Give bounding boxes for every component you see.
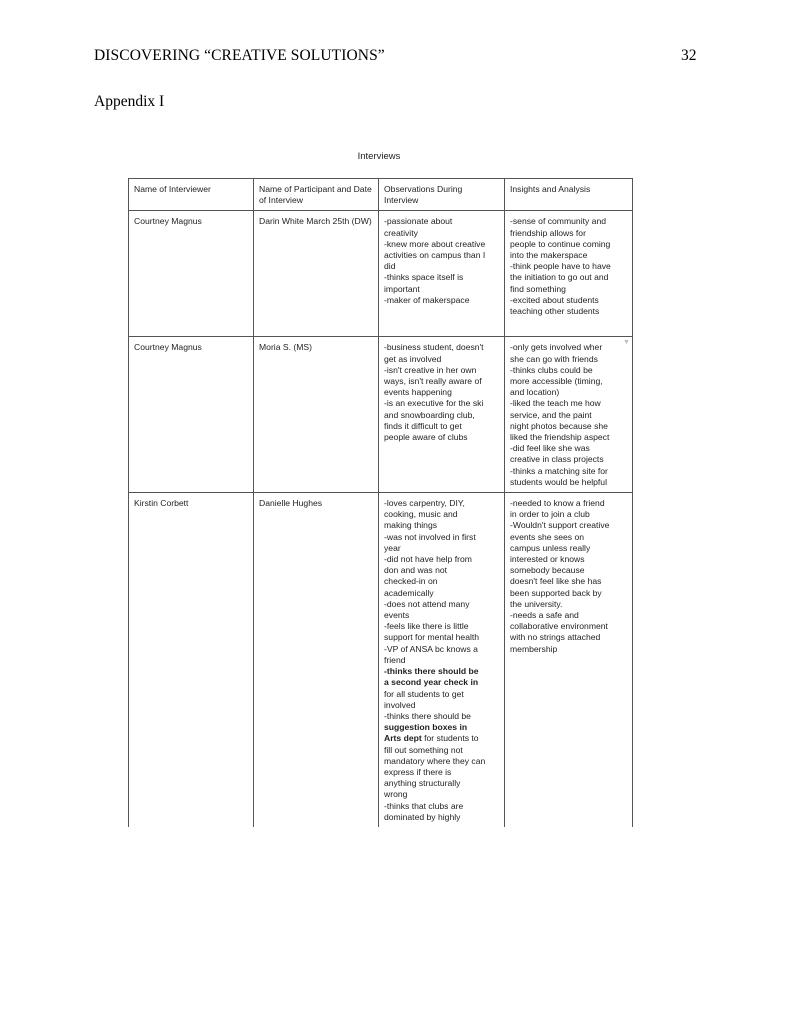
participant-cell: Darin White March 25th (DW) (254, 211, 379, 337)
observation-line-emphasis: suggestion boxes in (384, 722, 468, 733)
observation-line: -is an executive for the ski (384, 398, 484, 409)
insight-line: -thinks clubs could be (510, 364, 593, 375)
insight-line: people to continue coming (510, 238, 611, 249)
table-row (129, 211, 633, 337)
column-header-participant: Name of Participant and Date of Interview (254, 179, 379, 211)
observation-line: events (384, 610, 410, 621)
observation-line: events happening (384, 387, 452, 398)
insight-line: -only gets involved wher (510, 342, 603, 353)
insight-line: -thinks a matching site for (510, 465, 608, 476)
observation-line: -business student, doesn't (384, 342, 484, 353)
observation-line: checked-in on (384, 576, 438, 587)
insights-cell (505, 337, 633, 493)
observation-line: -does not attend many (384, 598, 470, 609)
insight-line: creative in class projects (510, 454, 604, 465)
insight-line: -Wouldn't support creative (510, 520, 610, 531)
observation-line: support for mental health (384, 632, 480, 643)
table-row (129, 493, 633, 827)
insight-line: find something (510, 283, 566, 294)
insight-line: -excited about students (510, 294, 599, 305)
insight-line: she can go with friends (510, 353, 598, 364)
insight-line: campus unless really (510, 542, 591, 553)
insight-line: the initiation to go out and (510, 272, 609, 283)
observations-cell (379, 337, 505, 493)
observation-line: fill out something not (384, 744, 463, 755)
observation-line: express if there is (384, 766, 452, 777)
observation-line-emphasis: -thinks there should be (384, 666, 479, 677)
observation-line: -knew more about creative (384, 238, 486, 249)
insight-line: with no strings attached (510, 632, 601, 643)
page-number: 32 (681, 47, 697, 64)
table-row (129, 337, 633, 493)
insights-cell (505, 211, 633, 337)
observation-line: creativity (384, 227, 418, 238)
observations-cell (379, 211, 505, 337)
insight-line: -needed to know a friend (510, 498, 605, 509)
interviewer-cell: Kirstin Corbett (129, 493, 254, 827)
participant-cell: Moria S. (MS) (254, 337, 379, 493)
observation-line: finds it difficult to get (384, 420, 462, 431)
insight-line: service, and the paint (510, 409, 592, 420)
insight-line: night photos because she (510, 420, 608, 431)
observation-line: -thinks there should be (384, 710, 471, 721)
observations-cell (379, 493, 505, 827)
observation-line: involved (384, 699, 416, 710)
observation-line: -maker of makerspace (384, 294, 470, 305)
interviewer-cell: Courtney Magnus (129, 211, 254, 337)
insight-line: friendship allows for (510, 227, 586, 238)
observation-line: -VP of ANSA bc knows a (384, 643, 478, 654)
insight-line: teaching other students (510, 306, 600, 317)
observation-line: -did not have help from (384, 554, 472, 565)
scroll-indicator-icon: ▼ (623, 339, 630, 347)
observation-line: mandatory where they can (384, 755, 486, 766)
insight-line: the university. (510, 598, 563, 609)
running-head: DISCOVERING “CREATIVE SOLUTIONS” (94, 47, 385, 64)
insight-line: been supported back by (510, 587, 602, 598)
observation-line (384, 733, 499, 744)
insight-line: -sense of community and (510, 216, 607, 227)
observation-line: academically (384, 587, 434, 598)
insight-line: -did feel like she was (510, 443, 590, 454)
observation-emphasis-fragment: Arts dept (384, 733, 422, 744)
insight-line: in order to join a club (510, 509, 590, 520)
observation-line: for all students to get (384, 688, 464, 699)
observation-line: activities on campus than I (384, 250, 486, 261)
observation-line: cooking, music and (384, 509, 458, 520)
insight-line: collaborative environment (510, 621, 608, 632)
insight-line: students would be helpful (510, 476, 607, 487)
observation-line: and snowboarding club, (384, 409, 475, 420)
observation-line: wrong (384, 789, 408, 800)
participant-cell: Danielle Hughes (254, 493, 379, 827)
observation-line: ways, isn't really aware of (384, 376, 482, 387)
column-header-interviewer: Name of Interviewer (129, 179, 254, 211)
observation-line: -feels like there is little (384, 621, 469, 632)
figure-caption: Interviews (357, 151, 401, 162)
observation-line: making things (384, 520, 438, 531)
observation-line: -was not involved in first (384, 531, 476, 542)
insight-line: events she sees on (510, 531, 585, 542)
appendix-title: Appendix I (94, 93, 165, 110)
observation-line: year (384, 542, 401, 553)
insight-line: -liked the teach me how (510, 398, 601, 409)
insight-line: into the makerspace (510, 250, 588, 261)
insight-line: -think people have to have (510, 261, 611, 272)
insights-cell (505, 493, 633, 827)
insight-line: and location) (510, 387, 560, 398)
insight-line: doesn't feel like she has (510, 576, 602, 587)
observation-fragment: for students to (421, 733, 479, 744)
observation-line: anything structurally (384, 778, 461, 789)
observation-line: -passionate about (384, 216, 453, 227)
insight-line: more accessible (timing, (510, 376, 603, 387)
observation-line: people aware of clubs (384, 432, 468, 443)
observation-line: -thinks space itself is (384, 272, 464, 283)
insight-line: membership (510, 643, 558, 654)
insight-line: liked the friendship aspect (510, 432, 610, 443)
observation-line: -loves carpentry, DIY, (384, 498, 465, 509)
table-header-row (129, 179, 633, 211)
insight-line: -needs a safe and (510, 610, 579, 621)
observation-line: did (384, 261, 396, 272)
insight-line: somebody because (510, 565, 585, 576)
column-header-insights: Insights and Analysis (505, 179, 633, 211)
interviews-figure (128, 150, 632, 822)
observation-line: -thinks that clubs are (384, 800, 464, 811)
observation-line: friend (384, 654, 406, 665)
observation-line: -isn't creative in her own (384, 364, 477, 375)
interviews-table (128, 178, 633, 827)
insight-line: interested or knows (510, 554, 585, 565)
observation-line: dominated by highly (384, 811, 461, 822)
observation-line: don and was not (384, 565, 448, 576)
observation-line-emphasis: a second year check in (384, 677, 479, 688)
observation-line: get as involved (384, 353, 442, 364)
observation-line: important (384, 283, 420, 294)
interviewer-cell: Courtney Magnus (129, 337, 254, 493)
column-header-observations: Observations During Interview (379, 179, 505, 211)
